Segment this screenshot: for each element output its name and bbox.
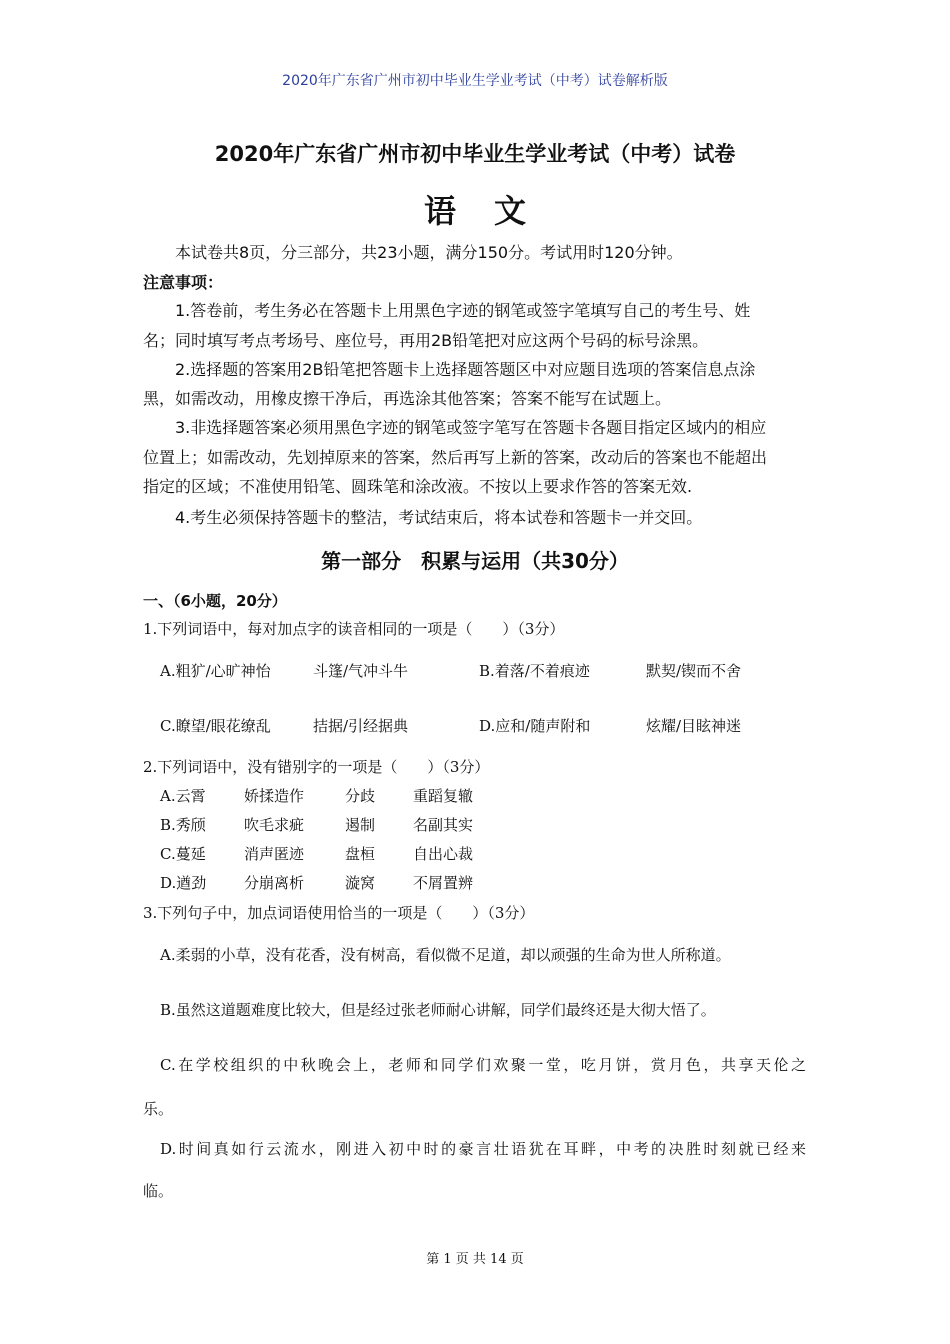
q3-option-c-continued: 乐。 xyxy=(143,1100,174,1118)
section-heading: 一、（6小题，20分） xyxy=(143,592,287,610)
q2-option-c-4: 自出心裁 xyxy=(413,845,474,863)
q2-option-c-1: C.蔓延 xyxy=(160,845,206,863)
q1-option-c-1: C.瞭望/眼花缭乱 xyxy=(160,717,271,735)
note-line: 2.选择题的答案用2B铅笔把答题卡上选择题答题区中对应题目选项的答案信息点涂 xyxy=(175,360,756,379)
question-2-stem: 2.下列词语中，没有错别字的一项是（ ）（3分） xyxy=(143,758,490,776)
q2-option-c-2: 消声匿迹 xyxy=(244,845,305,863)
q1-option-c-2: 拮据/引经据典 xyxy=(313,717,409,735)
page-footer: 第 1 页 共 14 页 xyxy=(426,1252,524,1267)
q2-option-a-3: 分歧 xyxy=(345,787,376,805)
q1-option-b-1: B.着落/不着痕迹 xyxy=(479,662,590,680)
q2-option-c-3: 盘桓 xyxy=(345,845,376,863)
q2-option-b-3: 遏制 xyxy=(345,816,376,834)
q2-option-d-4: 不屑置辨 xyxy=(413,874,474,892)
page-header: 2020年广东省广州市初中毕业生学业考试（中考）试卷解析版 xyxy=(282,73,668,89)
q3-option-b: B.虽然这道题难度比较大，但是经过张老师耐心讲解，同学们最终还是大彻大悟了。 xyxy=(160,1001,716,1019)
note-line: 名；同时填写考点考场号、座位号，再用2B铅笔把对应这两个号码的标号涂黑。 xyxy=(143,331,709,350)
note-line: 位置上；如需改动，先划掉原来的答案，然后再写上新的答案，改动后的答案也不能超出 xyxy=(143,448,768,467)
notes-heading: 注意事项： xyxy=(143,273,224,292)
question-3-stem: 3.下列句子中，加点词语使用恰当的一项是（ ）（3分） xyxy=(143,904,535,922)
note-line: 4.考生必须保持答题卡的整洁，考试结束后，将本试卷和答题卡一并交回。 xyxy=(175,508,703,527)
exam-title: 2020年广东省广州市初中毕业生学业考试（中考）试卷 xyxy=(214,142,736,166)
q1-option-d-2: 炫耀/目眩神迷 xyxy=(646,717,742,735)
q2-option-d-3: 漩窝 xyxy=(345,874,376,892)
q3-option-c: C.在学校组织的中秋晚会上，老师和同学们欢聚一堂，吃月饼，赏月色，共享天伦之 xyxy=(160,1056,806,1074)
q2-option-d-1: D.遒劲 xyxy=(160,874,207,892)
q3-option-d: D.时间真如行云流水，刚进入初中时的豪言壮语犹在耳畔，中考的决胜时刻就已经来 xyxy=(160,1140,806,1158)
q2-option-b-4: 名副其实 xyxy=(413,816,474,834)
question-1-stem: 1.下列词语中，每对加点字的读音相同的一项是（ ）（3分） xyxy=(143,620,565,638)
q2-option-a-4: 重蹈复辙 xyxy=(413,787,474,805)
q2-option-b-1: B.秀颀 xyxy=(160,816,206,834)
q2-option-d-2: 分崩离析 xyxy=(244,874,305,892)
q2-option-a-1: A.云霄 xyxy=(160,787,206,805)
q3-option-d-continued: 临。 xyxy=(143,1182,174,1200)
q1-option-a-2: 斗篷/气冲斗牛 xyxy=(313,662,409,680)
q1-option-b-2: 默契/锲而不舍 xyxy=(646,662,742,680)
note-line: 3.非选择题答案必须用黑色字迹的钢笔或签字笔写在答题卡各题目指定区域内的相应 xyxy=(175,418,767,437)
note-line: 指定的区域；不准使用铅笔、圆珠笔和涂改液。不按以上要求作答的答案无效. xyxy=(143,477,693,496)
note-line: 黑，如需改动，用橡皮擦干净后，再选涂其他答案；答案不能写在试题上。 xyxy=(143,389,672,408)
exam-intro: 本试卷共8页，分三部分，共23小题，满分150分。考试用时120分钟。 xyxy=(175,243,683,262)
part-heading: 第一部分 积累与运用（共30分） xyxy=(321,549,629,573)
subject-title: 语文 xyxy=(423,192,564,230)
note-line: 1.答卷前，考生务必在答题卡上用黑色字迹的钢笔或签字笔填写自己的考生号、姓 xyxy=(175,301,751,320)
q2-option-b-2: 吹毛求疵 xyxy=(244,816,305,834)
q1-option-d-1: D.应和/随声附和 xyxy=(479,717,591,735)
q3-option-a: A.柔弱的小草，没有花香，没有树高，看似微不足道，却以顽强的生命为世人所称道。 xyxy=(160,946,731,964)
q1-option-a-1: A.粗犷/心旷神怡 xyxy=(160,662,271,680)
q2-option-a-2: 娇揉造作 xyxy=(244,787,305,805)
